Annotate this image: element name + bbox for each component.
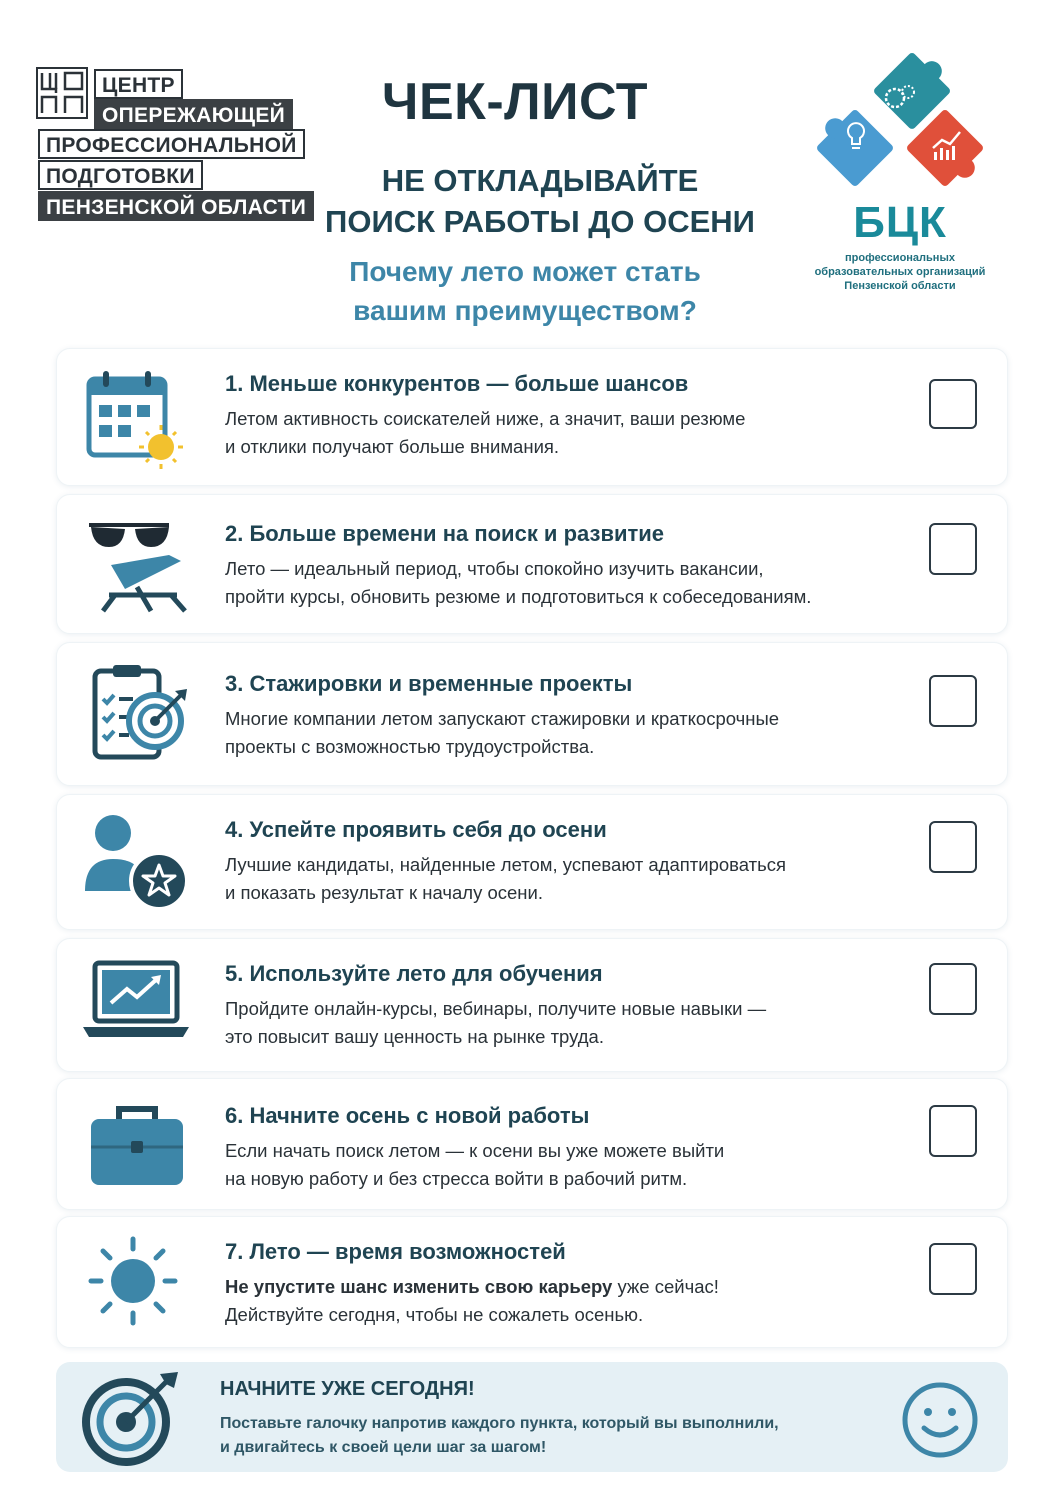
item-text xyxy=(225,851,945,907)
checklist-item-2 xyxy=(56,494,1008,634)
emphasis-text-b: карьеру xyxy=(538,1276,613,1297)
item-title: 3. Стажировки и временные проекты xyxy=(225,671,633,696)
item-text-line-1 xyxy=(225,1273,945,1301)
question-line-1: Почему лето может стать xyxy=(349,256,701,287)
page-subtitle xyxy=(300,160,780,242)
item-text-line-2: пройти курсы, обновить резюме и подготовиться к собеседованиям. xyxy=(225,586,812,607)
item-text-line-2: это повысит вашу ценность на рынке труда. xyxy=(225,1026,604,1047)
user-star-icon xyxy=(81,813,191,913)
puzzle-icon xyxy=(800,48,1000,198)
copp-line-5: ПЕНЗЕНСКОЙ ОБЛАСТИ xyxy=(38,191,314,221)
smiley-icon xyxy=(900,1380,980,1460)
bck-description xyxy=(800,251,1000,293)
checklist-item-1 xyxy=(56,348,1008,486)
header xyxy=(0,0,1055,340)
item-title: 1. Меньше конкурентов — больше шансов xyxy=(225,371,689,396)
footer-title: НАЧНИТЕ УЖЕ СЕГОДНЯ! xyxy=(220,1378,475,1400)
item-title: 4. Успейте проявить себя до осени xyxy=(225,817,607,842)
checklist-item-6 xyxy=(56,1078,1008,1210)
item-text-line-1: Летом активность соискателей ниже, а значит, ваши резюме xyxy=(225,408,746,429)
checkbox-item-5[interactable] xyxy=(929,963,977,1015)
clipboard-target-icon xyxy=(81,663,191,763)
checkbox-item-4[interactable] xyxy=(929,821,977,873)
item-text xyxy=(225,995,945,1051)
checklist-item-4 xyxy=(56,794,1008,930)
briefcase-icon xyxy=(81,1099,191,1199)
checkbox-item-1[interactable] xyxy=(929,379,977,429)
bck-desc-line-2: образовательных организаций xyxy=(814,266,986,278)
checklist-item-3 xyxy=(56,642,1008,786)
checklist-item-5 xyxy=(56,938,1008,1072)
item-title: 6. Начните осень с новой работы xyxy=(225,1103,590,1128)
item-title: 5. Используйте лето для обучения xyxy=(225,961,603,986)
copp-mark-icon xyxy=(36,67,88,119)
item-text-line-1: Пройдите онлайн-курсы, вебинары, получите новые навыки — xyxy=(225,998,767,1019)
item-text-line-2: на новую работу и без стресса войти в рабочий ритм. xyxy=(225,1168,688,1189)
item-text-line-1: Лучшие кандидаты, найденные летом, успевают адаптироваться xyxy=(225,854,787,875)
bck-desc-line-3: Пензенской области xyxy=(844,280,956,292)
page-title: ЧЕК-ЛИСТ xyxy=(381,73,649,131)
footer-text-line-2: и двигайтесь к своей цели шаг за шагом! xyxy=(220,1439,547,1456)
sunglasses-lounger-icon xyxy=(81,517,191,617)
item-text-line-2: Действуйте сегодня, чтобы не сожалеть осенью. xyxy=(225,1304,644,1325)
checkbox-item-7[interactable] xyxy=(929,1243,977,1295)
laptop-chart-icon xyxy=(81,955,191,1055)
subtitle-line-1: НЕ ОТКЛАДЫВАЙТЕ xyxy=(381,163,699,198)
copp-logo xyxy=(36,67,316,227)
item-title: 7. Лето — время возможностей xyxy=(225,1239,566,1264)
footer-banner xyxy=(56,1362,1008,1472)
checklist-item-7 xyxy=(56,1216,1008,1348)
item-text-line-1: Многие компании летом запускают стажировки и краткосрочные xyxy=(225,708,780,729)
item-text-line-2: и отклики получают больше внимания. xyxy=(225,436,560,457)
item-text xyxy=(225,555,945,611)
copp-line-3: ПРОФЕССИОНАЛЬНОЙ xyxy=(38,129,305,159)
footer-text xyxy=(220,1412,900,1460)
item-text-line-2: и показать результат к началу осени. xyxy=(225,882,543,903)
item-text-line-1: Лето — идеальный период, чтобы спокойно изучить вакансии, xyxy=(225,558,764,579)
bck-desc-line-1: профессиональных xyxy=(845,252,955,264)
calendar-sun-icon xyxy=(81,369,191,469)
target-arrow-icon xyxy=(82,1370,182,1466)
page-question xyxy=(300,252,750,330)
question-line-2: вашим преимуществом? xyxy=(353,295,697,326)
bck-logo xyxy=(800,48,1000,298)
item-text xyxy=(225,1137,945,1193)
item-text-rest: уже сейчас! xyxy=(612,1276,719,1297)
copp-line-1: ЦЕНТР xyxy=(94,69,183,99)
footer-text-line-1: Поставьте галочку напротив каждого пункта, который вы выполнили, xyxy=(220,1415,779,1432)
copp-line-4: ПОДГОТОВКИ xyxy=(38,160,203,190)
checkbox-item-2[interactable] xyxy=(929,523,977,575)
item-text-line-1: Если начать поиск летом — к осени вы уже можете выйти xyxy=(225,1140,725,1161)
bck-name: БЦК xyxy=(853,198,947,247)
item-text-line-2: проекты с возможностью трудоустройства. xyxy=(225,736,595,757)
copp-line-2: ОПЕРЕЖАЮЩЕЙ xyxy=(94,99,293,129)
checkbox-item-6[interactable] xyxy=(929,1105,977,1157)
sun-icon xyxy=(81,1233,191,1333)
item-title: 2. Больше времени на поиск и развитие xyxy=(225,521,665,546)
emphasis-text-a: Не упустите шанс изменить свою xyxy=(225,1276,534,1297)
item-text xyxy=(225,705,945,761)
checkbox-item-3[interactable] xyxy=(929,675,977,727)
item-text xyxy=(225,1273,945,1329)
item-text xyxy=(225,405,945,461)
subtitle-line-2: ПОИСК РАБОТЫ ДО ОСЕНИ xyxy=(325,204,755,239)
